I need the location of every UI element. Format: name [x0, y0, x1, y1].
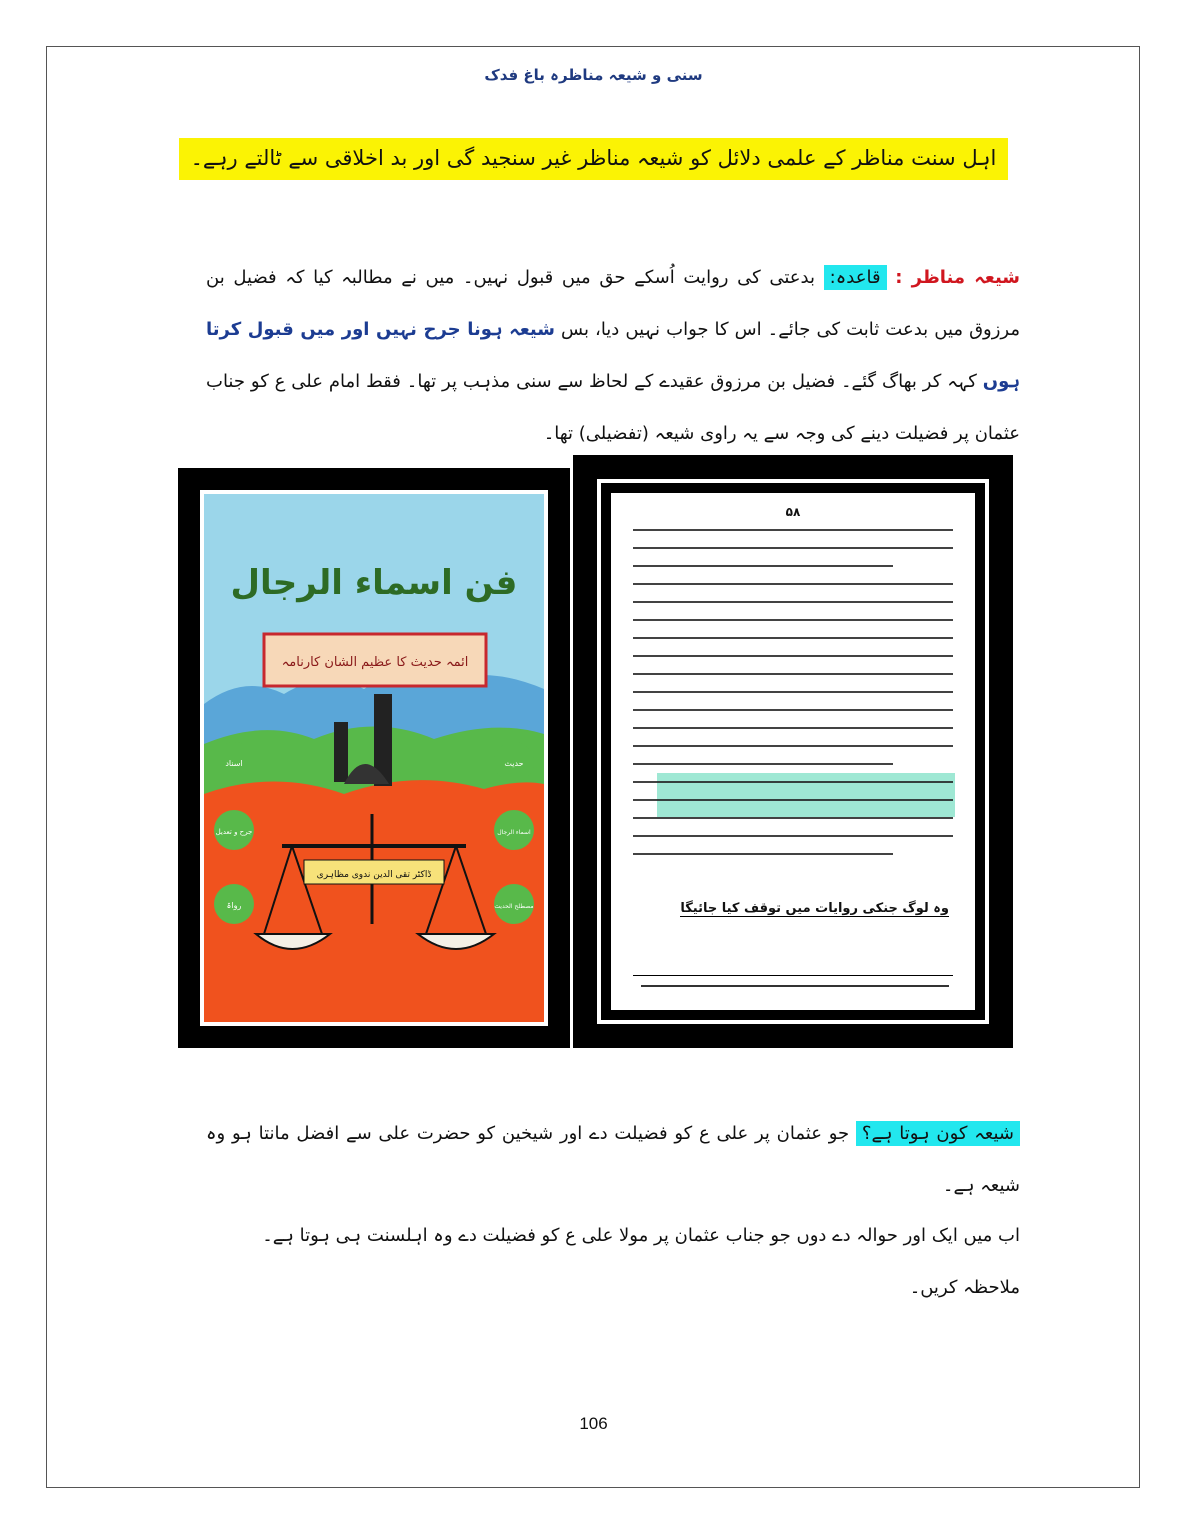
emphasized-claim: شیعہ ہونا جرح نہیں اور میں قبول کرتا ہوں — [206, 319, 1020, 392]
paragraph-text-b: کہہ کر بھاگ گئے۔ فضیل بن مرزوق عقیدے کے لحاظ سے سنی مذہب پر تھا۔ فقط امام علی ع کو جناب عثمان پر فضیلت دینے کی وجہ سے یہ راوی شیعہ (تفضیلی) تھا۔ — [206, 371, 1020, 444]
paragraph-rule — [206, 252, 1020, 460]
page-number: 106 — [579, 1414, 608, 1433]
cover-subtitle: ائمہ حدیث کا عظیم الشان کارنامہ — [281, 655, 469, 670]
headline-container — [0, 138, 1187, 180]
running-header: سنی و شیعہ مناظرہ باغ فدک — [484, 66, 703, 84]
book-cover-illustration — [204, 494, 544, 1022]
scan-footnote-rule — [633, 975, 953, 976]
cover-side-right-1: حدیث — [504, 759, 524, 768]
cover-side-left-2: جرح و تعدیل — [215, 828, 253, 836]
scan-text-lines — [633, 529, 953, 871]
paragraph-text-a: بدعتی کی روایت اُسکے حق میں قبول نہیں۔ میں نے مطالبہ کیا کہ فضیل بن مرزوق میں بدعت ثابت کی جائے۔ اس کا جواب نہیں دیا، بس — [206, 267, 1020, 340]
book-cover-image — [178, 468, 570, 1048]
definition-text: جو عثمان پر علی ع کو فضیلت دے اور شیخین کو حضرت علی سے افضل مانتا ہو وہ شیعہ ہے۔ — [206, 1123, 1020, 1196]
cover-title: فن اسماء الرجال — [230, 563, 518, 603]
paragraph-reference: اب میں ایک اور حوالہ دے دوں جو جناب عثمان پر مولا علی ع کو فضیلت دے وہ اہلسنت ہی ہوتا ہے۔ — [262, 1225, 1020, 1246]
speaker-label: شیعہ مناظر : — [895, 267, 1020, 288]
scanned-page-image — [573, 455, 1013, 1048]
cover-side-left-1: اسناد — [225, 759, 243, 768]
cover-side-left-3: رواۃ — [226, 901, 242, 910]
paragraph-see: ملاحظہ کریں۔ — [909, 1277, 1020, 1298]
scan-bold-heading: وہ لوگ جنکی روایات میں توقف کیا جائیگا — [680, 901, 949, 916]
book-cover-frame — [200, 490, 548, 1026]
paragraph-definition — [206, 1108, 1020, 1212]
scan-footnote-line — [641, 985, 949, 987]
scanned-page-sheet — [611, 493, 975, 1010]
scanned-page-frame — [597, 479, 989, 1024]
cover-side-right-2: اسماء الرجال — [497, 829, 531, 836]
highlighted-headline: اہل سنت مناظر کے علمی دلائل کو شیعہ مناظر غیر سنجید گی اور بد اخلاقی سے ٹالتے رہے۔ — [179, 138, 1009, 180]
scan-page-number: ۵۸ — [785, 505, 801, 519]
cover-author: ڈاکٹر تقی الدین ندوی مظاہری — [316, 870, 432, 880]
rule-label: قاعدہ: — [824, 265, 887, 290]
cover-side-right-3: مصطلح الحدیث — [494, 903, 534, 910]
question-label: شیعہ کون ہوتا ہے؟ — [856, 1121, 1020, 1146]
